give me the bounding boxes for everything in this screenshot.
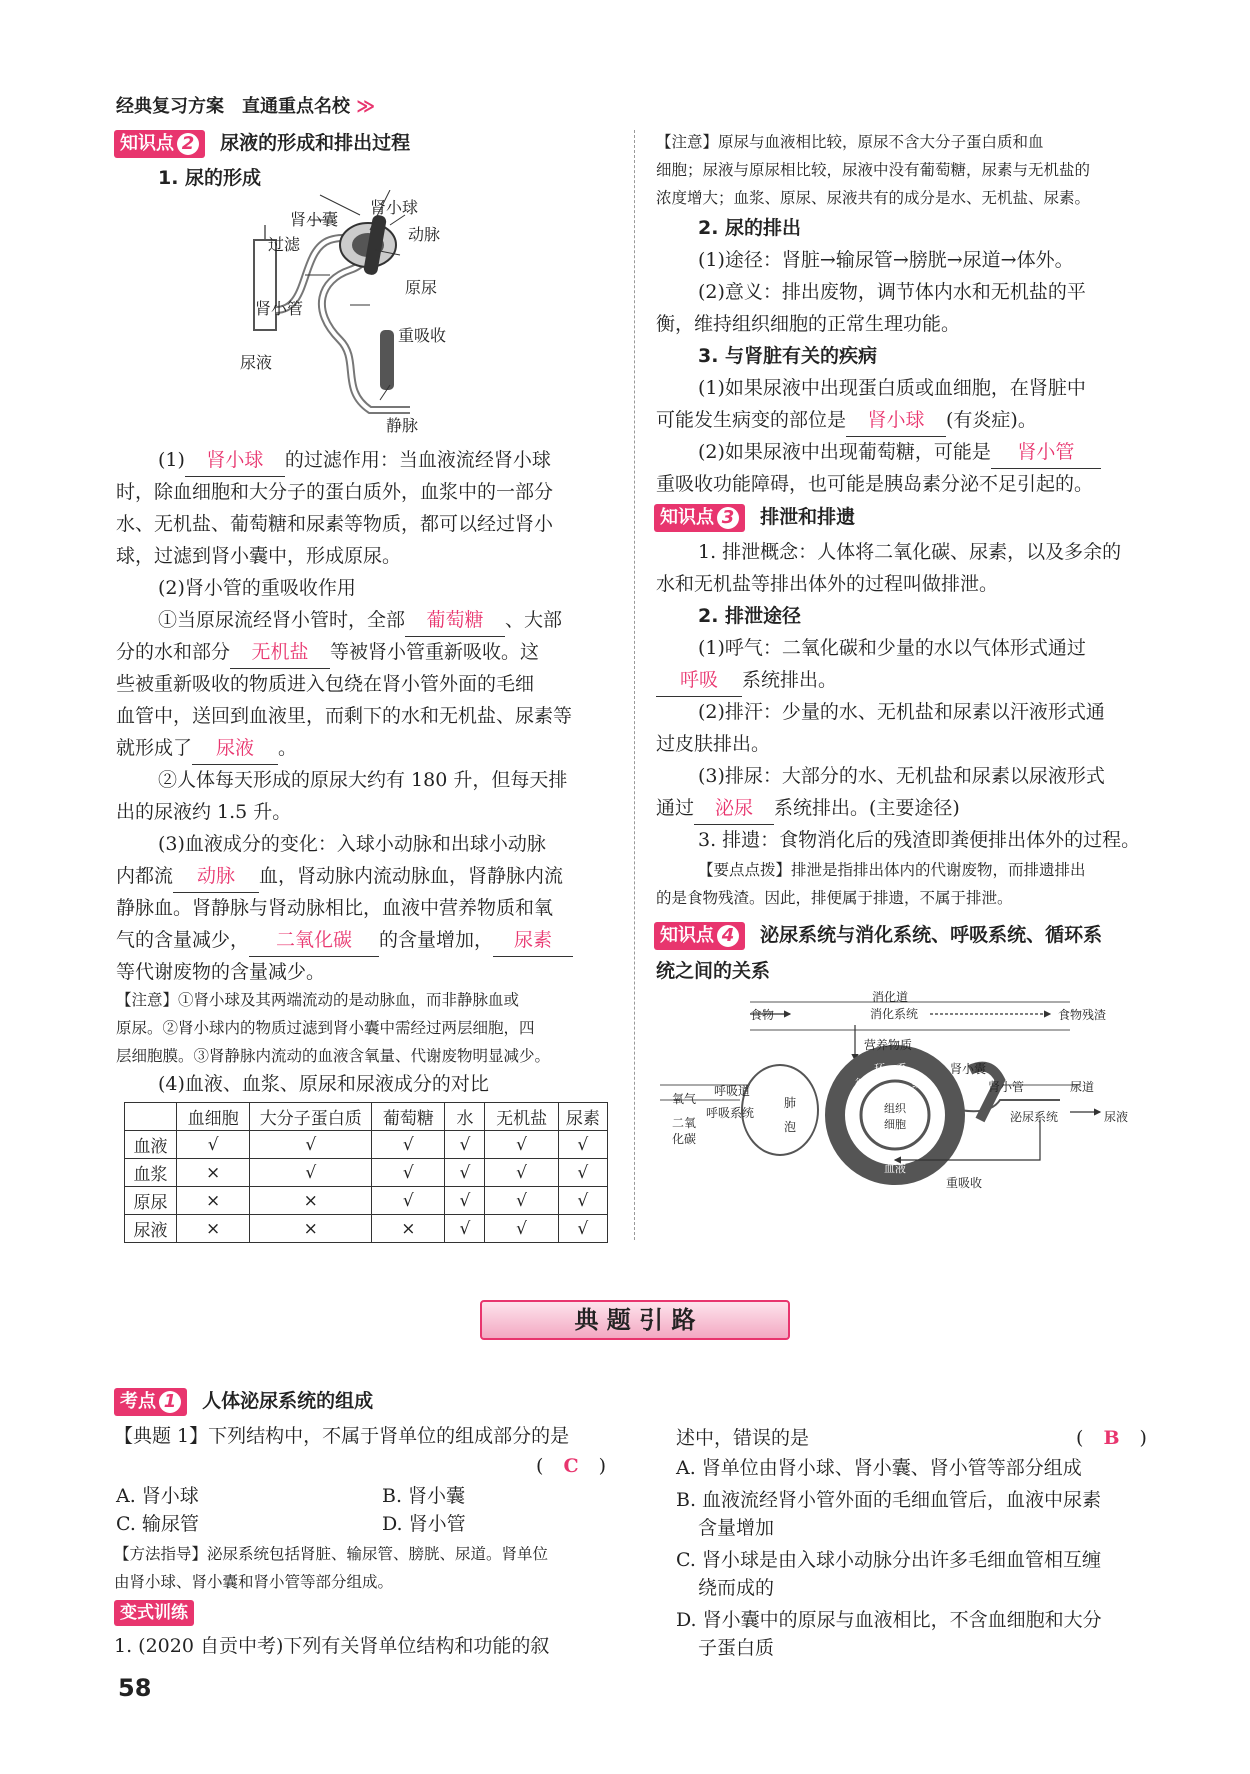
label-urinary-system: 泌尿系统 xyxy=(1010,1110,1059,1124)
label-respiratory-tract: 呼吸道 xyxy=(714,1084,751,1098)
label-alveoli: 泡 xyxy=(784,1120,797,1134)
double-chevron-icon: ≫ xyxy=(356,96,376,117)
composition-table xyxy=(124,1102,608,1243)
table-row: 血浆 × √ √ √ √ √ xyxy=(125,1159,608,1187)
tip-note: 【要点点拨】排泄是指排出体内的代谢废物，而排遗排出 xyxy=(698,861,1086,879)
knowledge-point-2-heading: 知识点 2 尿液的形成和排出过程 xyxy=(114,128,410,158)
label-glomerulus: 肾小球 xyxy=(370,198,419,217)
running-header: 经典复习方案 直通重点名校 ≫ xyxy=(116,96,376,117)
kidney-disease-title: 3. 与肾脏有关的疾病 xyxy=(698,345,878,367)
label-reabsorption-2: 重吸收 xyxy=(946,1176,983,1190)
option-c-2[interactable]: C. 肾小球是由入球小动脉分出许多毛细血管相互缠 xyxy=(676,1549,1101,1571)
label-bowman-capsule-2: 肾小囊 xyxy=(950,1062,987,1076)
method-guide: 【方法指导】泌尿系统包括肾脏、输尿管、膀胱、尿道。肾单位 xyxy=(114,1545,549,1563)
table-row: 尿液 × × × √ √ √ xyxy=(125,1215,608,1243)
label-tissue: 组织 xyxy=(884,1102,906,1115)
exam-point-1-heading: 考点 1 人体泌尿系统的组成 xyxy=(114,1386,373,1416)
table-row: 血液 √ √ √ √ √ √ xyxy=(125,1131,608,1159)
option-d-2[interactable]: D. 肾小囊中的原尿与血液相比，不含血细胞和大分 xyxy=(676,1609,1102,1631)
option-b-2[interactable]: B. 血液流经肾小管外面的毛细血管后，血液中尿素 xyxy=(676,1489,1102,1511)
option-b[interactable]: B. 肾小囊 xyxy=(382,1485,466,1507)
label-digestive-tract: 消化道 xyxy=(872,990,909,1004)
label-oxygen: 氧气 xyxy=(672,1092,697,1106)
label-food-residue: 食物残渣 xyxy=(1058,1008,1107,1022)
answer-2: ( B ) xyxy=(1076,1427,1147,1449)
note-1: 【注意】①肾小球及其两端流动的是动脉血，而非静脉血或 xyxy=(116,991,520,1009)
label-lung: 肺 xyxy=(784,1096,797,1110)
label-urethra: 尿道 xyxy=(1070,1080,1095,1094)
question-2-continued: 述中，错误的是 xyxy=(676,1427,810,1449)
label-primary-urine: 原尿 xyxy=(405,278,438,297)
page-number: 58 xyxy=(118,1674,152,1702)
label-nutrients: 营养物质 xyxy=(864,1038,913,1052)
practice-badge: 变式训练 xyxy=(114,1600,194,1626)
label-vein: 静脉 xyxy=(386,416,419,435)
urine-formation-title: 1. 尿的形成 xyxy=(158,167,262,189)
para-filtration: (1) 肾小球 的过滤作用：当血液流经肾小球 xyxy=(158,444,551,477)
label-artery: 动脉 xyxy=(408,225,441,244)
label-food: 食物 xyxy=(750,1008,775,1022)
label-renal-tubule-2: 肾小管 xyxy=(988,1080,1025,1094)
vein xyxy=(380,330,394,390)
option-d[interactable]: D. 肾小管 xyxy=(382,1513,466,1535)
table-title: (4)血液、血浆、原尿和尿液成分的对比 xyxy=(158,1073,489,1095)
label-cell: 细胞 xyxy=(884,1118,906,1131)
label-bowman-capsule: 肾小囊 xyxy=(290,210,339,229)
label-filtration: 过滤 xyxy=(268,235,301,254)
urine-excretion-title: 2. 尿的排出 xyxy=(698,217,802,239)
section-banner: 典 题 引 路 xyxy=(480,1300,790,1340)
label-co2: 二氧 xyxy=(672,1116,697,1130)
note-2: 【注意】原尿与血液相比较，原尿不含大分子蛋白质和血 xyxy=(656,133,1044,151)
label-renal-tubule: 肾小管 xyxy=(255,299,304,318)
label-blood: 血液 xyxy=(884,1162,906,1175)
column-divider xyxy=(634,130,635,1240)
option-a[interactable]: A. 肾小球 xyxy=(116,1485,199,1507)
label-urine: 尿液 xyxy=(240,353,273,372)
para-reabsorption: ①当原尿流经肾小管时，全部 葡萄糖 、大部 xyxy=(158,604,562,637)
label-reabsorption: 重吸收 xyxy=(398,326,447,345)
knowledge-point-3-heading: 知识点 3 排泄和排遗 xyxy=(654,502,855,532)
table-header-row: 血细胞 大分子蛋白质 葡萄糖 水 无机盐 尿素 xyxy=(125,1103,608,1131)
label-respiratory-system: 呼吸系统 xyxy=(706,1106,755,1120)
label-digestive-system: 消化系统 xyxy=(870,1007,919,1021)
question-1: 【典题 1】下列结构中，不属于肾单位的组成部分的是 xyxy=(114,1425,570,1447)
label-urine-2: 尿液 xyxy=(1104,1110,1129,1124)
table-row: 原尿 × × √ √ √ √ xyxy=(125,1187,608,1215)
option-c[interactable]: C. 输尿管 xyxy=(116,1513,199,1535)
practice-question: 1. (2020 自贡中考)下列有关肾单位结构和功能的叙 xyxy=(114,1635,550,1657)
reabsorption-title: (2)肾小管的重吸收作用 xyxy=(158,577,356,599)
option-a-2[interactable]: A. 肾单位由肾小球、肾小囊、肾小管等部分组成 xyxy=(676,1457,1082,1479)
answer-1: ( C ) xyxy=(536,1455,607,1477)
knowledge-point-4-heading: 知识点 4 泌尿系统与消化系统、呼吸系统、循环系 xyxy=(654,920,1102,950)
